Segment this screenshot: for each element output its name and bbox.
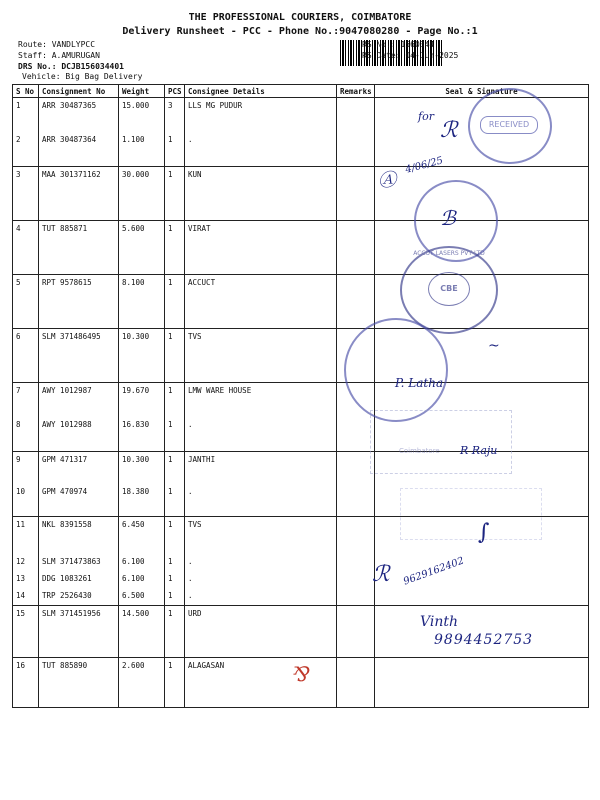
cell-weight: 6.100 [119, 554, 165, 571]
cell-consignee: URD [185, 606, 337, 658]
faded-stamp-2 [400, 488, 542, 540]
cell-consignment: DDG 1083261 [39, 571, 119, 588]
cell-remarks [337, 571, 375, 588]
cell-pcs: 1 [165, 588, 185, 606]
col-consignee: Consignee Details [185, 85, 337, 98]
cell-consignment: GPM 470974 [39, 484, 119, 517]
route-label: Route: VANDLYPCC [18, 40, 96, 49]
date-handwriting: 4/06/25 [404, 155, 445, 176]
cell-consignee: . [185, 554, 337, 571]
cell-remarks [337, 588, 375, 606]
cell-weight: 5.600 [119, 221, 165, 275]
cell-seal [375, 554, 589, 571]
cell-consignee: ALAGASAN [185, 658, 337, 708]
signature-9: ℛ [372, 562, 390, 587]
name-handwriting: Vinth [420, 614, 459, 630]
cell-sno: 13 [13, 571, 39, 588]
cell-remarks [337, 275, 375, 329]
table-row [13, 275, 589, 329]
cell-sno: 1 [13, 98, 39, 133]
col-sno: S No [13, 85, 39, 98]
signature-8: ∫ [478, 520, 490, 545]
latha-handwriting: P. Latha [395, 376, 444, 390]
staff-label: Staff: A.AMURUGAN [18, 51, 100, 60]
table-row [13, 221, 589, 275]
cell-pcs: 1 [165, 275, 185, 329]
cell-consignee: TVS [185, 517, 337, 555]
cell-sno: 7 [13, 383, 39, 418]
cell-pcs: 1 [165, 571, 185, 588]
cell-pcs: 1 [165, 132, 185, 167]
cell-consignment: RPT 9578615 [39, 275, 119, 329]
rs-date: RS Date: 04-Jun-2025 [362, 51, 459, 60]
signature-3: Ⓐ [378, 170, 396, 191]
round-stamp-4 [344, 318, 448, 422]
cell-pcs: 1 [165, 658, 185, 708]
cell-pcs: 3 [165, 98, 185, 133]
cell-weight: 8.100 [119, 275, 165, 329]
cell-consignment: AWY 1012988 [39, 417, 119, 452]
cell-seal [375, 588, 589, 606]
cell-pcs: 1 [165, 484, 185, 517]
cell-consignee: . [185, 484, 337, 517]
cell-seal [375, 658, 589, 708]
cell-pcs: 1 [165, 417, 185, 452]
cell-weight: 30.000 [119, 167, 165, 221]
cell-pcs: 1 [165, 329, 185, 383]
cell-weight: 18.380 [119, 484, 165, 517]
cell-consignee: . [185, 417, 337, 452]
cell-remarks [337, 417, 375, 452]
cell-weight: 15.000 [119, 98, 165, 133]
cbe-text: CBE [428, 272, 470, 306]
signature-4: ℬ [440, 206, 456, 230]
table-row [13, 329, 589, 383]
cell-pcs: 1 [165, 517, 185, 555]
runsheet-subtitle: Delivery Runsheet - PCC - Phone No.:9047080280 - Page No.:1 [122, 26, 478, 37]
col-weight: Weight [119, 85, 165, 98]
table-row [13, 588, 589, 606]
received-text: RECEIVED [480, 116, 538, 134]
col-seal-signature: Seal & Signature [375, 85, 589, 98]
cell-sno: 4 [13, 221, 39, 275]
cell-consignment: ARR 30487364 [39, 132, 119, 167]
cell-pcs: 1 [165, 167, 185, 221]
cell-sno: 2 [13, 132, 39, 167]
signature-1: ℛ [440, 118, 458, 143]
cell-remarks [337, 554, 375, 571]
drs-label: DRS No.: DCJB156034401 [18, 62, 124, 71]
cell-consignment: ARR 30487365 [39, 98, 119, 133]
phone-1-handwriting: 9629162402 [402, 555, 466, 588]
cell-consignee: TVS [185, 329, 337, 383]
cell-consignee: . [185, 571, 337, 588]
table-row [13, 554, 589, 571]
cell-remarks [337, 98, 375, 133]
cell-consignment: MAA 301371162 [39, 167, 119, 221]
cell-consignee: KUN [185, 167, 337, 221]
cell-sno: 12 [13, 554, 39, 571]
cell-sno: 10 [13, 484, 39, 517]
vehicle-label: Vehicle: Big Bag Delivery [22, 72, 143, 81]
cell-remarks [337, 452, 375, 485]
rs-no: RS No.: 1560344 [362, 40, 435, 49]
cell-consignee: LLS MG PUDUR [185, 98, 337, 133]
cell-remarks [337, 221, 375, 275]
cell-remarks [337, 658, 375, 708]
cell-pcs: 1 [165, 221, 185, 275]
cell-consignee: LMW WARE HOUSE [185, 383, 337, 418]
cell-remarks [337, 606, 375, 658]
cell-consignment: TRP 2526430 [39, 588, 119, 606]
received-stamp [468, 88, 552, 164]
cell-weight: 6.450 [119, 517, 165, 555]
cell-consignment: NKL 8391558 [39, 517, 119, 555]
cell-consignee: . [185, 132, 337, 167]
cell-pcs: 1 [165, 452, 185, 485]
col-pcs: PCS [165, 85, 185, 98]
cell-sno: 5 [13, 275, 39, 329]
coimbatore-text: Coimbatore [399, 447, 440, 455]
cell-consignment: AWY 1012987 [39, 383, 119, 418]
cell-weight: 19.670 [119, 383, 165, 418]
col-remarks: Remarks [337, 85, 375, 98]
cell-weight: 1.100 [119, 132, 165, 167]
col-consignment: Consignment No [39, 85, 119, 98]
for-handwriting: for [418, 110, 434, 123]
cell-weight: 16.830 [119, 417, 165, 452]
signature-6: ~ [488, 338, 500, 354]
cell-remarks [337, 484, 375, 517]
cell-weight: 10.300 [119, 452, 165, 485]
cell-consignment: TUT 885890 [39, 658, 119, 708]
faded-stamp [370, 410, 512, 474]
cell-consignee: ACCUCT [185, 275, 337, 329]
cell-weight: 10.300 [119, 329, 165, 383]
cell-sno: 14 [13, 588, 39, 606]
accut-text: ACCUT LASERS PVT LTD [413, 250, 485, 257]
cell-weight: 6.100 [119, 571, 165, 588]
red-mark: ⅋ [292, 662, 310, 686]
phone-2-handwriting: 9894452753 [434, 632, 534, 648]
cell-consignment: GPM 471317 [39, 452, 119, 485]
table-row [13, 167, 589, 221]
cell-consignee: . [185, 588, 337, 606]
table-row [13, 571, 589, 588]
cell-sno: 8 [13, 417, 39, 452]
cell-sno: 16 [13, 658, 39, 708]
cell-remarks [337, 132, 375, 167]
cell-consignee: JANTHI [185, 452, 337, 485]
cell-consignee: VIRAT [185, 221, 337, 275]
cell-consignment: SLM 371451956 [39, 606, 119, 658]
cell-consignment: TUT 885871 [39, 221, 119, 275]
cell-sno: 11 [13, 517, 39, 555]
signature-7: R Raju [460, 444, 498, 457]
cell-weight: 2.600 [119, 658, 165, 708]
cell-consignment: SLM 371473863 [39, 554, 119, 571]
cell-sno: 9 [13, 452, 39, 485]
cell-pcs: 1 [165, 606, 185, 658]
cell-weight: 6.500 [119, 588, 165, 606]
cell-remarks [337, 517, 375, 555]
cell-pcs: 1 [165, 383, 185, 418]
cell-weight: 14.500 [119, 606, 165, 658]
cell-consignment: SLM 371486495 [39, 329, 119, 383]
company-title: THE PROFESSIONAL COURIERS, COIMBATORE [188, 12, 412, 23]
runsheet-table [12, 84, 589, 708]
cell-sno: 6 [13, 329, 39, 383]
cell-remarks [337, 167, 375, 221]
cell-pcs: 1 [165, 554, 185, 571]
cell-sno: 15 [13, 606, 39, 658]
cell-sno: 3 [13, 167, 39, 221]
